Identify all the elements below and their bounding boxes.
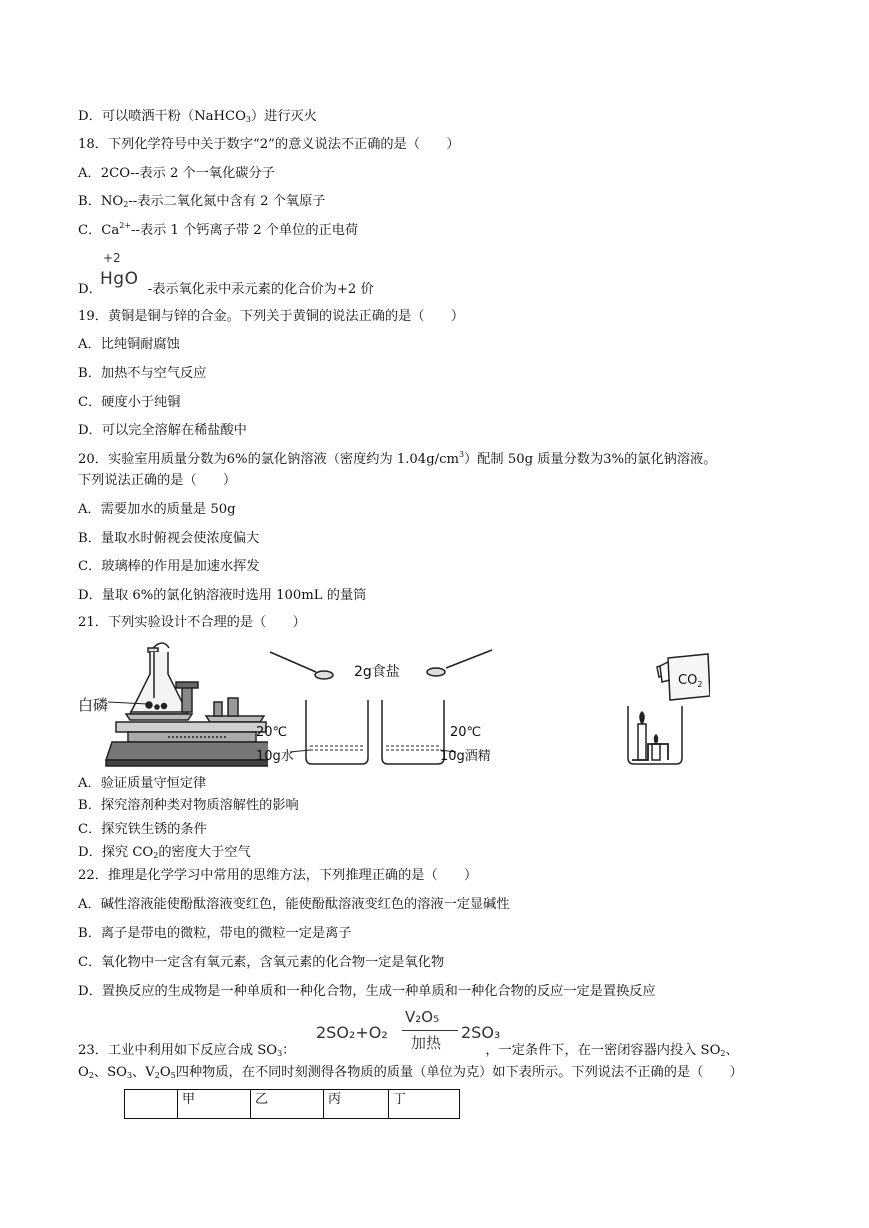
table-header-cell xyxy=(125,1090,178,1119)
balance-experiment-figure xyxy=(78,640,268,770)
q18-option-d: D． -表示氧化汞中汞元素的化合价为+2 价 xyxy=(78,282,374,297)
q22-option-a: A．碱性溶液能使酚酞溶液变红色，能使酚酞溶液变红色的溶液一定显碱性 xyxy=(78,897,510,912)
q18-stem: 18．下列化学符号中关于数字“2”的意义说法不正确的是（ ） xyxy=(78,137,460,152)
table-header-cell: 丙 xyxy=(324,1090,389,1119)
table-header-cell: 乙 xyxy=(251,1090,324,1119)
q22-option-c: C．氧化物中一定含有氧元素，含氧元素的化合物一定是氧化物 xyxy=(78,955,445,970)
exam-page: D．可以喷洒干粉（NaHCO$_3$）进行灭火 18．下列化学符号中关于数字“2”的意义说法不正确的是（ ） A．2CO--表示 2 个一氧化碳分子 B．$NO_2--$表示二氧化氮中含有 2 个氧原子 C．$Ca^{2+}--$表示 1 个钙离子带 2 个单位的正电荷 +2 HgO D． -表示氧化汞中汞元素的化合价为+2 价 19．黄铜是铜与锌的合金。下列关于黄铜的说法正确的是（ ） A．比纯铜耐腐蚀 B．加热不与空气反应 C．硬度小于纯铜 D．可以完全溶解在稀盐酸中 20．实验室用质量分数为6%的氯化钠溶液（密度约为 $1.04g/cm^3$）配制 50g 质量分数为3%的氯化钠溶液。 下列说法正确的是（ ） A．需要加水的质量是 50g B．量取水时俯视会使浓度偏大 C．玻璃棒的作用是加速水挥发 D．量取 6%的氯化钠溶液时选用 100mL 的量筒 21．下列实验设计不合理的是（ ） 白磷 2g食盐 20℃ 10g水 20℃ 10g酒精 $CO_2$ A．验证质量守恒定律 B．探究溶剂种类对物质溶解性的影响 C．探究铁生锈的条件 D．探究 $CO_2$的密度大于空气 22．推理是化学学习中常用的思维方法，下列推理正确的是（ ） A．碱性溶液能使酚酞溶液变红色，能使酚酞溶液变红色的溶液一定显碱性 B．离子是带电的微粒，带电的微粒一定是离子 C．氧化物中一定含有氧元素，含氧元素的化合物一定是氧化物 D．置换反应的生成物是一种单质和一种化合物，生成一种单质和一种化合物的反应一定是置换反应 23．工业中利用如下反应合成 $SO_3$： ，一定条件下，在一密闭容器内投入 $SO_2$、 2SO₂+O₂ V₂O₅ 加热 2SO₃ $O_2$、$SO_3$、$V_2O_5$四种物质，在不同时刻测得各物质的质量（单位为克）如下表所示。下列说法不正确的是（ ） 甲 乙 丙 丁 xyxy=(0,0,869,1228)
q19-option-c: C．硬度小于纯铜 xyxy=(78,395,181,410)
q18-option-a: A．2CO--表示 2 个一氧化碳分子 xyxy=(78,166,275,181)
alcohol-label: 10g酒精 xyxy=(440,749,491,764)
table-row xyxy=(125,1090,460,1119)
q18-option-c: C．$Ca^{2+}--$表示 1 个钙离子带 2 个单位的正电荷 xyxy=(78,221,359,238)
temp-water-label: 20℃ xyxy=(256,725,288,740)
reaction-equation: 2SO₂+O₂ V₂O₅ 加热 2SO₃ xyxy=(316,1008,501,1052)
q20-stem: 20．实验室用质量分数为6%的氯化钠溶液（密度约为 $1.04g/cm^3$）配制 50g 质量分数为3%的氯化钠溶液。 xyxy=(78,450,717,467)
q22-option-d: D．置换反应的生成物是一种单质和一种化合物，生成一种单质和一种化合物的反应一定是置换反应 xyxy=(78,984,656,999)
q21-option-b: B．探究溶剂种类对物质溶解性的影响 xyxy=(78,798,299,813)
water-label: 10g水 xyxy=(256,749,294,764)
q22-option-b: B．离子是带电的微粒，带电的微粒一定是离子 xyxy=(78,926,352,941)
solubility-experiment-figure xyxy=(256,640,506,770)
q19-stem: 19．黄铜是铜与锌的合金。下列关于黄铜的说法正确的是（ ） xyxy=(78,309,465,324)
reaction-arrow-bar xyxy=(402,1030,458,1031)
mass-table xyxy=(124,1089,460,1119)
q17-option-d: D．可以喷洒干粉（NaHCO$_3$）进行灭火 xyxy=(78,109,317,124)
q20-option-d: D．量取 6%的氯化钠溶液时选用 100mL 的量筒 xyxy=(78,588,367,603)
salt-label: 2g食盐 xyxy=(354,664,400,680)
q21-option-c: C．探究铁生锈的条件 xyxy=(78,822,207,837)
q20-option-a: A．需要加水的质量是 50g xyxy=(78,502,236,517)
co2-candle-figure xyxy=(620,648,710,770)
q21-option-d: D．探究 $CO_2$的密度大于空气 xyxy=(78,845,251,860)
q23-stem: 23．工业中利用如下反应合成 $SO_3$： ，一定条件下，在一密闭容器内投入 $SO_2$、 xyxy=(78,1043,739,1058)
q21-stem: 21．下列实验设计不合理的是（ ） xyxy=(78,615,306,630)
q19-option-b: B．加热不与空气反应 xyxy=(78,366,207,381)
white-phosphorus-label: 白磷 xyxy=(78,696,109,714)
q21-option-a: A．验证质量守恒定律 xyxy=(78,776,207,791)
q20-stem-line2: 下列说法正确的是（ ） xyxy=(78,473,237,488)
table-header-cell: 丁 xyxy=(389,1090,460,1119)
q19-option-a: A．比纯铜耐腐蚀 xyxy=(78,337,180,352)
co2-label: $CO_2$ xyxy=(678,673,703,689)
temp-alcohol-label: 20℃ xyxy=(450,725,482,740)
q20-option-c: C．玻璃棒的作用是加速水挥发 xyxy=(78,559,260,574)
q23-stem-line2: $O_2$、$SO_3$、$V_2O_5$四种物质，在不同时刻测得各物质的质量（单位为克）如下表所示。下列说法不正确的是（ ） xyxy=(78,1065,743,1080)
q20-option-b: B．量取水时俯视会使浓度偏大 xyxy=(78,531,260,546)
q18-option-b: B．$NO_2--$表示二氧化氮中含有 2 个氧原子 xyxy=(78,194,326,209)
table-header-cell: 甲 xyxy=(178,1090,251,1119)
q19-option-d: D．可以完全溶解在稀盐酸中 xyxy=(78,423,247,438)
q22-stem: 22．推理是化学学习中常用的思维方法，下列推理正确的是（ ） xyxy=(78,868,478,883)
